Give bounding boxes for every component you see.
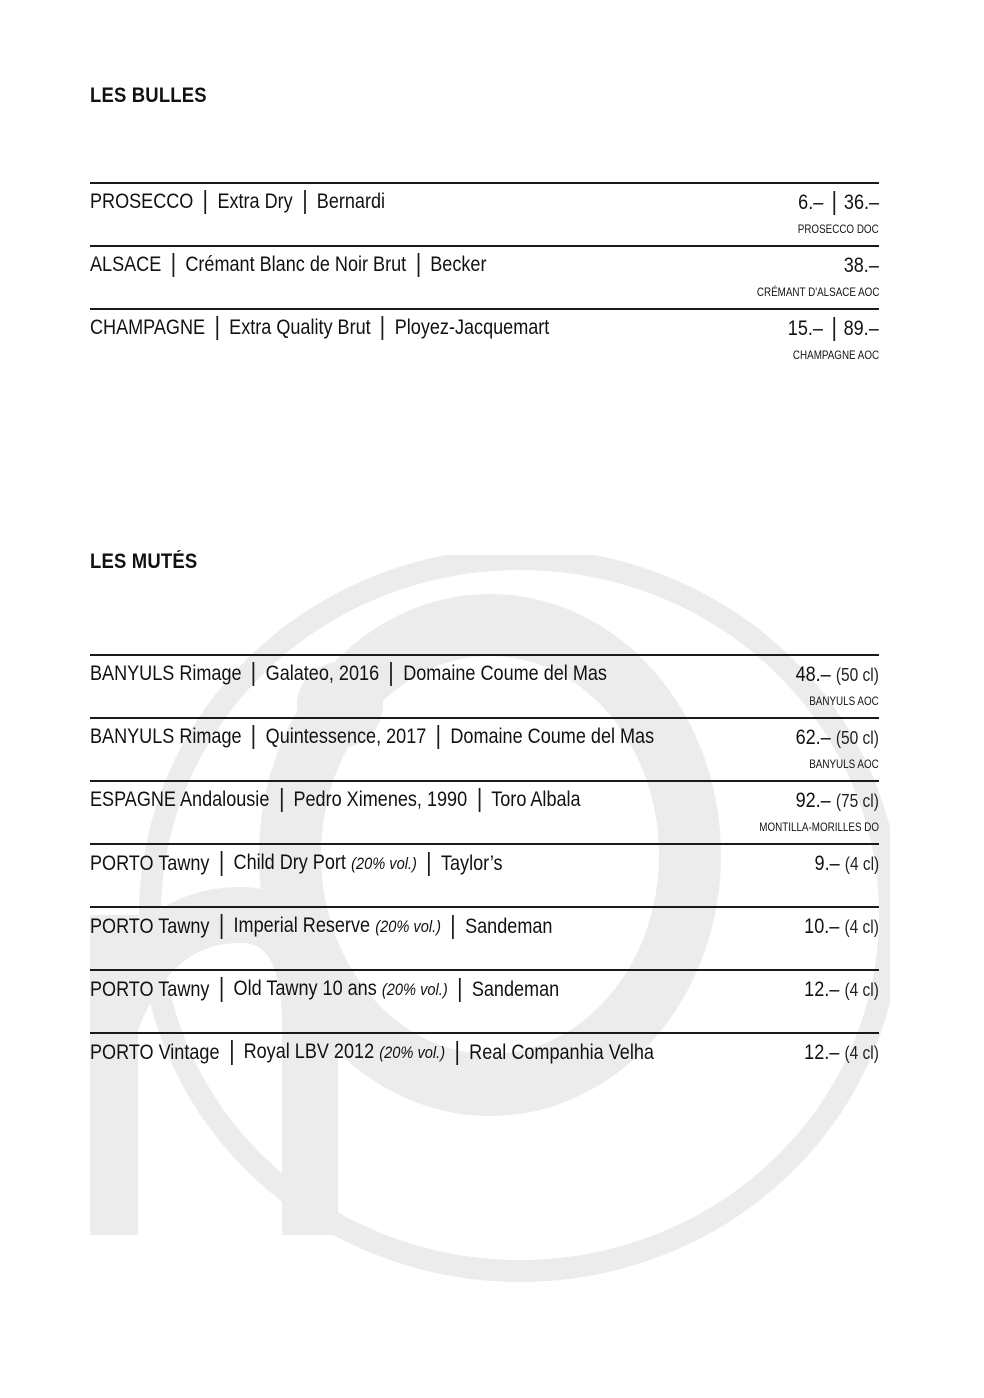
wine-price: 10.– — [804, 915, 840, 938]
wine-price-bottle: 36.– — [834, 191, 879, 215]
wine-cuvee-cell — [231, 1040, 457, 1065]
wine-producer: Real Companhia Velha — [456, 1041, 665, 1065]
wine-producer: Domaine Coume del Mas — [437, 725, 665, 749]
wine-price: 12.– — [804, 1041, 840, 1064]
wine-appellation: CRÉMANT D'ALSACE AOC — [756, 285, 879, 299]
wine-price-bottle: 38.– — [843, 254, 879, 277]
wine-producer: Sandeman — [459, 978, 570, 1002]
wine-abv: (20% vol.) — [381, 980, 448, 999]
wine-cuvee-cell — [221, 914, 453, 939]
wine-size: (4 cl) — [844, 854, 879, 874]
wine-region: ESPAGNE Andalousie — [90, 788, 270, 811]
wine-row — [90, 654, 879, 717]
wine-appellation: MONTILLA-MORILLES DO — [759, 820, 879, 834]
wine-size: (50 cl) — [835, 665, 879, 685]
wine-size: (75 cl) — [835, 791, 879, 811]
wine-cuvee: Imperial Reserve — [233, 914, 371, 937]
wine-cuvee: Crémant Blanc de Noir Brut — [172, 253, 417, 277]
wine-cuvee: Pedro Ximenes, 1990 — [281, 788, 479, 812]
wine-price-bottle: 89.– — [834, 317, 879, 341]
wine-abv: (20% vol.) — [351, 854, 417, 873]
wine-region: ALSACE — [90, 253, 162, 276]
wine-cuvee: Galateo, 2016 — [253, 662, 391, 686]
wine-row — [90, 1032, 879, 1095]
wine-region: BANYULS Rimage — [90, 662, 242, 685]
wine-price: 62.– — [795, 726, 831, 749]
wine-region: PORTO Tawny — [90, 851, 210, 875]
wine-size: (4 cl) — [844, 980, 879, 1000]
wine-price: 92.– — [795, 789, 831, 812]
wine-appellation: BANYULS AOC — [809, 694, 879, 708]
wine-price-glass: 6.– — [798, 191, 824, 214]
wine-price: 48.– — [795, 663, 831, 686]
wine-abv: (20% vol.) — [375, 917, 442, 936]
wine-region: CHAMPAGNE — [90, 316, 206, 339]
wine-abv: (20% vol.) — [379, 1043, 446, 1062]
wine-row — [90, 308, 879, 371]
wine-row — [90, 717, 879, 780]
wine-price: 12.– — [804, 978, 840, 1001]
wine-region: PORTO Vintage — [90, 1040, 220, 1064]
wine-price: 9.– — [814, 852, 840, 875]
wine-row — [90, 969, 879, 1032]
wine-appellation: CHAMPAGNE AOC — [792, 348, 879, 362]
wine-cuvee: Old Tawny 10 ans — [233, 977, 377, 1000]
wine-row — [90, 182, 879, 245]
wine-cuvee: Quintessence, 2017 — [253, 725, 438, 749]
wine-region: PORTO Tawny — [90, 977, 210, 1001]
wine-region: BANYULS Rimage — [90, 725, 242, 748]
wine-producer: Toro Albala — [478, 788, 591, 812]
wine-cuvee: Child Dry Port — [233, 851, 346, 874]
wine-region: PORTO Tawny — [90, 914, 210, 938]
wine-cuvee: Extra Quality Brut — [216, 316, 382, 340]
wine-producer: Ployez-Jacquemart — [382, 316, 561, 340]
wine-producer: Taylor’s — [428, 852, 514, 876]
wine-row — [90, 780, 879, 843]
wine-row — [90, 843, 879, 906]
wine-producer: Becker — [417, 253, 497, 277]
wine-list-mutes — [90, 654, 879, 1095]
wine-row — [90, 245, 879, 308]
wine-cuvee-cell — [221, 851, 428, 876]
wine-producer: Sandeman — [452, 915, 563, 939]
wine-producer: Domaine Coume del Mas — [390, 662, 618, 686]
wine-row — [90, 906, 879, 969]
wine-list-bulles — [90, 182, 879, 371]
wine-size: (50 cl) — [835, 728, 879, 748]
wine-cuvee: Extra Dry — [205, 190, 304, 214]
section-title-mutes: LES MUTÉS — [90, 550, 198, 573]
section-title-bulles: LES BULLES — [90, 84, 207, 107]
wine-appellation: PROSECCO DOC — [798, 222, 879, 236]
wine-size: (4 cl) — [844, 1043, 879, 1063]
wine-appellation: BANYULS AOC — [809, 757, 879, 771]
wine-size: (4 cl) — [844, 917, 879, 937]
wine-producer: Bernardi — [304, 190, 396, 214]
wine-cuvee: Royal LBV 2012 — [243, 1040, 375, 1063]
wine-cuvee-cell — [221, 977, 459, 1002]
wine-price-glass: 15.– — [788, 317, 824, 340]
wine-region: PROSECCO — [90, 190, 194, 213]
